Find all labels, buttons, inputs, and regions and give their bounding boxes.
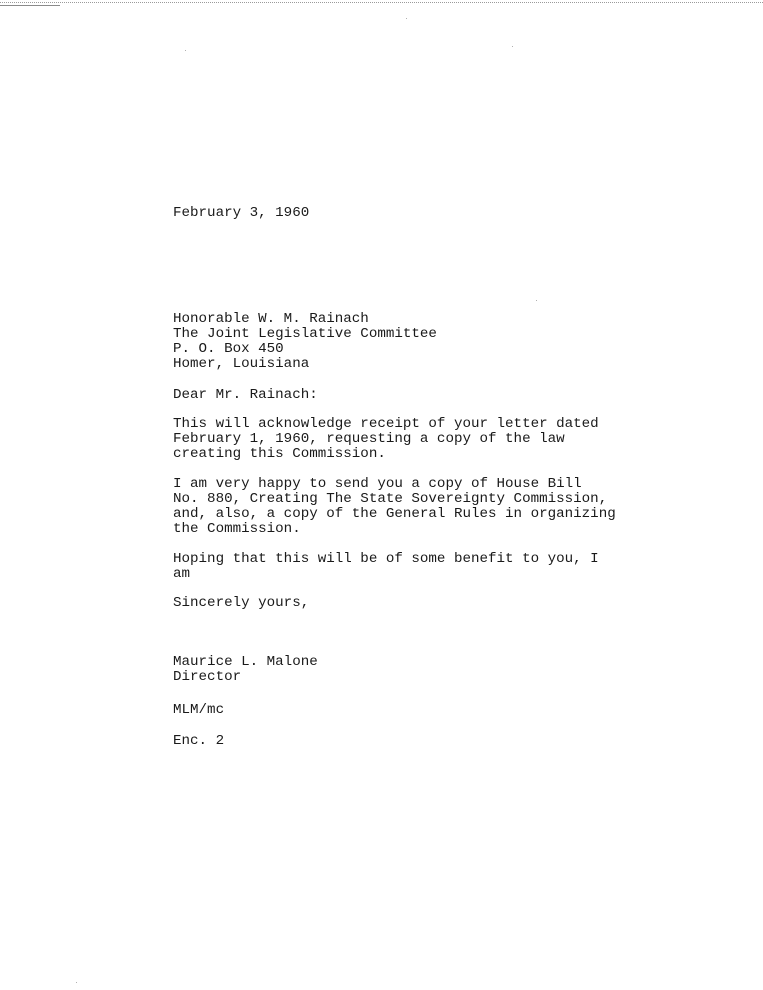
recipient-line: Homer, Louisiana (173, 356, 310, 372)
scan-top-left-mark (0, 5, 60, 6)
paragraph-line: Hoping that this will be of some benefit to you, I (173, 551, 599, 567)
paragraph-line: and, also, a copy of the General Rules in organizing (173, 506, 616, 522)
scan-speck (185, 50, 186, 51)
scan-top-edge (0, 2, 763, 3)
salutation: Dear Mr. Rainach: (173, 387, 318, 403)
scan-speck (406, 18, 407, 19)
paragraph-line: the Commission. (173, 521, 301, 537)
body-paragraph-3 (173, 552, 599, 582)
enclosure-note: Enc. 2 (173, 733, 225, 749)
recipient-line: Honorable W. M. Rainach (173, 311, 369, 327)
signer-name: Maurice L. Malone (173, 654, 318, 670)
paragraph-line: February 1, 1960, requesting a copy of the law (173, 431, 565, 447)
paragraph-line: creating this Commission. (173, 446, 386, 462)
closing: Sincerely yours, (173, 595, 310, 611)
paragraph-line: This will acknowledge receipt of your letter dated (173, 416, 599, 432)
body-paragraph-1 (173, 417, 599, 462)
scan-speck (536, 300, 537, 301)
paragraph-line: I am very happy to send you a copy of House Bill (173, 476, 582, 492)
recipient-address (173, 312, 437, 372)
letter-date: February 3, 1960 (173, 205, 310, 221)
recipient-line: The Joint Legislative Committee (173, 326, 437, 342)
paragraph-line: No. 880, Creating The State Sovereignty Commission, (173, 491, 608, 507)
paragraph-line: am (173, 566, 191, 582)
body-paragraph-2 (173, 477, 616, 537)
scan-speck (512, 46, 513, 47)
signature-block (173, 655, 318, 685)
reference-initials: MLM/mc (173, 702, 225, 718)
scan-speck (76, 982, 77, 983)
recipient-line: P. O. Box 450 (173, 341, 284, 357)
signer-title: Director (173, 669, 242, 685)
